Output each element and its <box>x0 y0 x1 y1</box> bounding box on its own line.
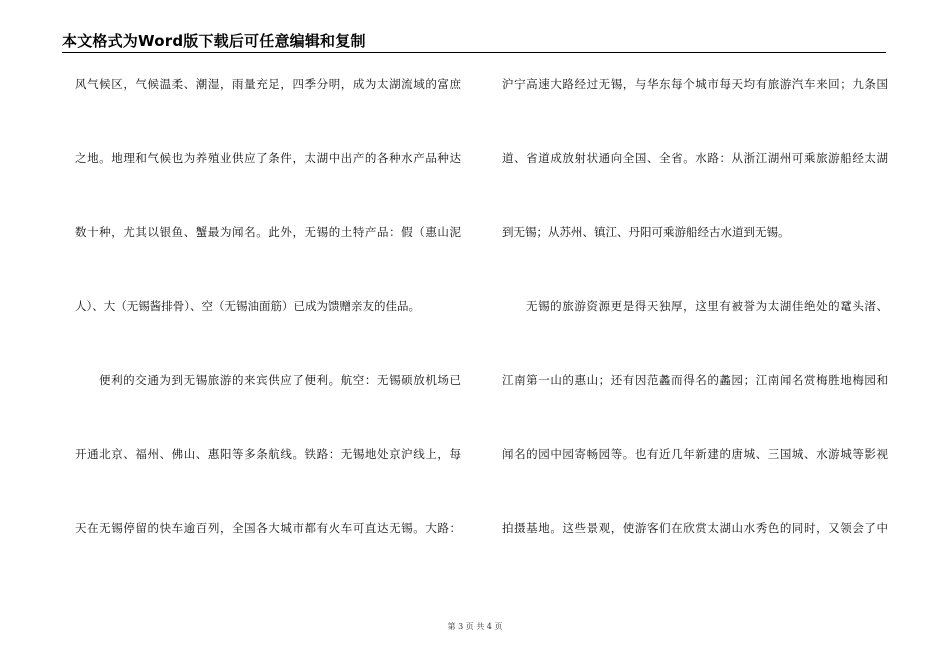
text-line: 数十种，尤其以银鱼、蟹最为闻名。此外，无锡的土特产品：假（惠山泥 <box>75 225 461 239</box>
text-line: 风气候区，气候温柔、潮湿，雨量充足，四季分明，成为太湖流域的富庶 <box>75 77 461 91</box>
header-divider <box>62 52 886 53</box>
text-line: 天在无锡停留的快车逾百列，全国各大城市都有火车可直达无锡。大路： <box>75 521 461 535</box>
header-title: 本文格式为Word版下载后可任意编辑和复制 <box>62 32 366 50</box>
text-line: 到无锡；从苏州、镇江、丹阳可乘游船经古水道到无锡。 <box>502 225 790 239</box>
text-line: 道、省道成放射状通向全国、全省。水路：从浙江湖州可乘旅游船经太湖 <box>502 151 888 165</box>
paragraph-first-line: 便利的交通为到无锡旅游的来宾供应了便利。航空：无锡硕放机场已 <box>99 373 461 387</box>
text-line: 开通北京、福州、佛山、惠阳等多条航线。铁路：无锡地处京沪线上，每 <box>75 447 461 461</box>
text-line: 人）、大（无锡酱排骨）、空（无锡油面筋）已成为馈赠亲友的佳品。 <box>75 299 420 313</box>
text-line: 沪宁高速大路经过无锡，与华东每个城市每天均有旅游汽车来回；九条国 <box>502 77 888 91</box>
text-line: 闻名的园中园寄畅园等。也有近几年新建的唐城、三国城、水游城等影视 <box>502 447 888 461</box>
text-line: 之地。地理和气候也为养殖业供应了条件，太湖中出产的各种水产品种达 <box>75 151 461 165</box>
text-line: 江南第一山的惠山；还有因范蠡而得名的蠡园；江南闻名赏梅胜地梅园和 <box>502 373 888 387</box>
text-line: 拍摄基地。这些景观，使游客们在欣赏太湖山水秀色的同时，又领会了中 <box>502 521 888 535</box>
paragraph-first-line: 无锡的旅游资源更是得天独厚，这里有被誉为太湖佳绝处的鼋头渚、 <box>526 299 888 313</box>
page-number-footer: 第 3 页 共 4 页 <box>447 622 503 631</box>
